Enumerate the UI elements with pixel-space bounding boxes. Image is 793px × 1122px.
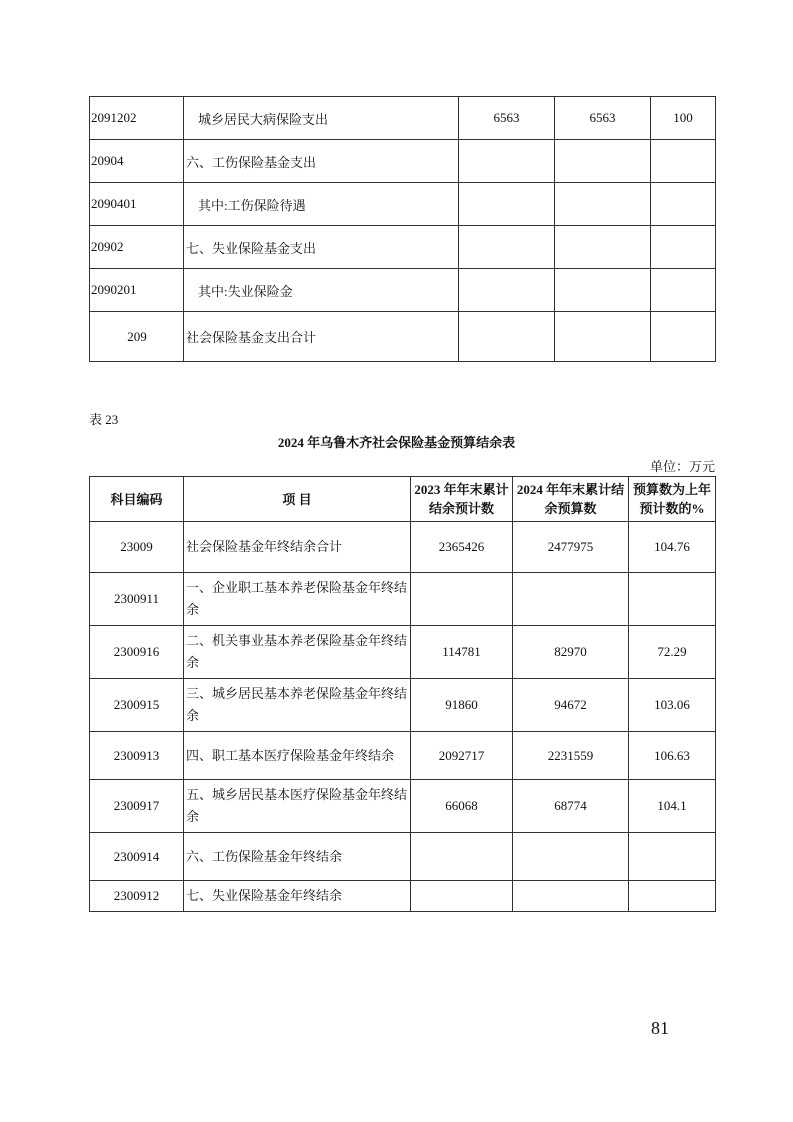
value-2024-cell (513, 833, 629, 881)
value-2023-cell (459, 226, 555, 269)
value-2023-cell (459, 183, 555, 226)
code-cell: 23009 (90, 522, 184, 573)
pct-cell (651, 183, 716, 226)
code-cell: 2090201 (90, 269, 184, 312)
value-2024-cell: 68774 (513, 780, 629, 833)
header-2023: 2023 年年末累计结余预计数 (411, 477, 513, 522)
pct-cell: 104.76 (629, 522, 716, 573)
table-row (90, 522, 716, 573)
value-2024-cell: 2477975 (513, 522, 629, 573)
pct-cell: 100 (651, 97, 716, 140)
code-cell: 2300912 (90, 881, 184, 912)
header-item: 项 目 (184, 477, 411, 522)
value-2024-cell: 82970 (513, 626, 629, 679)
table-row (90, 573, 716, 626)
table-row (90, 881, 716, 912)
table-row (90, 269, 716, 312)
value-2024-cell: 6563 (555, 97, 651, 140)
value-2023-cell (459, 140, 555, 183)
value-2023-cell: 2365426 (411, 522, 513, 573)
pct-cell (629, 573, 716, 626)
code-cell: 2300915 (90, 679, 184, 732)
pct-cell: 104.1 (629, 780, 716, 833)
value-2024-cell: 94672 (513, 679, 629, 732)
code-cell: 2300913 (90, 732, 184, 780)
item-cell: 社会保险基金年终结余合计 (184, 522, 411, 573)
item-cell: 二、机关事业基本养老保险基金年终结余 (184, 626, 411, 679)
pct-cell: 103.06 (629, 679, 716, 732)
value-2023-cell: 66068 (411, 780, 513, 833)
item-cell: 其中:工伤保险待遇 (184, 183, 459, 226)
value-2024-cell (513, 573, 629, 626)
table-row (90, 183, 716, 226)
pct-cell: 72.29 (629, 626, 716, 679)
value-2024-cell (555, 269, 651, 312)
value-2024-cell (513, 881, 629, 912)
table-row (90, 97, 716, 140)
unit-label: 单位：万元 (649, 459, 715, 474)
value-2023-cell: 114781 (411, 626, 513, 679)
value-2024-cell (555, 312, 651, 362)
table-row (90, 679, 716, 732)
table-label: 表 23 (89, 412, 119, 427)
pct-cell (651, 312, 716, 362)
value-2023-cell (459, 269, 555, 312)
header-row (90, 477, 716, 522)
code-cell: 2300911 (90, 573, 184, 626)
value-2023-cell: 2092717 (411, 732, 513, 780)
value-2024-cell (555, 140, 651, 183)
value-2023-cell: 91860 (411, 679, 513, 732)
value-2023-cell (411, 573, 513, 626)
pct-cell (651, 226, 716, 269)
value-2023-cell (411, 833, 513, 881)
table-row (90, 226, 716, 269)
value-2024-cell (555, 183, 651, 226)
item-cell: 七、失业保险基金支出 (184, 226, 459, 269)
code-cell: 209 (90, 312, 184, 362)
code-cell: 2300914 (90, 833, 184, 881)
item-cell: 其中:失业保险金 (184, 269, 459, 312)
item-cell: 一、企业职工基本养老保险基金年终结余 (184, 573, 411, 626)
page-number: 81 (651, 1018, 669, 1038)
table-title: 2024 年乌鲁木齐社会保险基金预算结余表 (277, 435, 516, 450)
item-cell: 五、城乡居民基本医疗保险基金年终结余 (184, 780, 411, 833)
item-cell: 城乡居民大病保险支出 (184, 97, 459, 140)
balance-table (89, 476, 716, 912)
expenditure-table-continued (89, 96, 716, 362)
code-cell: 2090401 (90, 183, 184, 226)
value-2023-cell (459, 312, 555, 362)
pct-cell (651, 269, 716, 312)
pct-cell (629, 881, 716, 912)
value-2024-cell (555, 226, 651, 269)
table-row (90, 312, 716, 362)
header-code: 科目编码 (90, 477, 184, 522)
item-cell: 六、工伤保险基金支出 (184, 140, 459, 183)
code-cell: 2300917 (90, 780, 184, 833)
item-cell: 七、失业保险基金年终结余 (184, 881, 411, 912)
table-row (90, 833, 716, 881)
code-cell: 20904 (90, 140, 184, 183)
header-pct: 预算数为上年预计数的% (629, 477, 716, 522)
pct-cell (629, 833, 716, 881)
pct-cell: 106.63 (629, 732, 716, 780)
value-2023-cell: 6563 (459, 97, 555, 140)
code-cell: 2300916 (90, 626, 184, 679)
value-2024-cell: 2231559 (513, 732, 629, 780)
value-2023-cell (411, 881, 513, 912)
table-row (90, 626, 716, 679)
table-row (90, 140, 716, 183)
item-cell: 四、职工基本医疗保险基金年终结余 (184, 732, 411, 780)
table-row (90, 732, 716, 780)
header-2024: 2024 年年末累计结余预算数 (513, 477, 629, 522)
code-cell: 20902 (90, 226, 184, 269)
code-cell: 2091202 (90, 97, 184, 140)
item-cell: 六、工伤保险基金年终结余 (184, 833, 411, 881)
item-cell: 三、城乡居民基本养老保险基金年终结余 (184, 679, 411, 732)
table-row (90, 780, 716, 833)
item-cell: 社会保险基金支出合计 (184, 312, 459, 362)
pct-cell (651, 140, 716, 183)
